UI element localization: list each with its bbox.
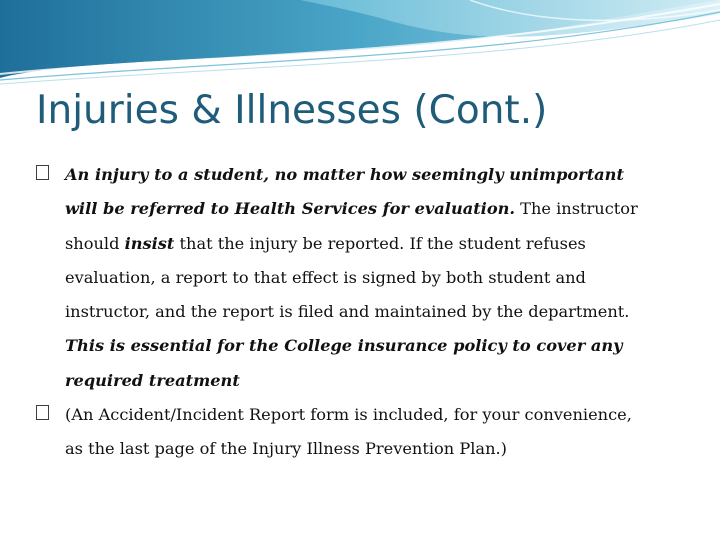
slide-body — [36, 158, 686, 467]
emphasis-text: required treatment — [65, 370, 240, 390]
body-text: The instructor — [515, 199, 638, 219]
text-line — [65, 192, 686, 226]
text-line — [65, 227, 686, 261]
text-line — [65, 329, 686, 363]
bullet-item-report-form — [36, 398, 686, 467]
page-title: Injuries & Illnesses (Cont.) — [36, 88, 548, 133]
text-line: (An Accident/Incident Report form is included, for your convenience, — [65, 405, 632, 425]
checkbox-square-icon — [36, 405, 49, 420]
emphasis-text: will be referred to Health Services for evaluation. — [65, 199, 516, 219]
emphasis-text: An injury to a student, no matter how seemingly unimportant — [65, 165, 624, 184]
body-text: should — [65, 233, 125, 253]
bullet-item-injury-policy — [36, 158, 686, 398]
header-wave-decoration — [0, 0, 720, 90]
text-line: evaluation, a report to that effect is signed by both student and — [65, 267, 586, 287]
text-line — [65, 158, 686, 192]
checkbox-square-icon — [36, 165, 49, 180]
body-text: that the injury be reported. If the student refuses — [174, 233, 586, 253]
text-line: as the last page of the Injury Illness Prevention Plan.) — [65, 439, 507, 459]
text-line: instructor, and the report is filed and maintained by the department. — [65, 302, 630, 322]
emphasis-text: insist — [124, 233, 175, 253]
emphasis-text: This is essential for the College insurance policy to cover any — [65, 336, 623, 356]
text-line — [65, 364, 686, 398]
